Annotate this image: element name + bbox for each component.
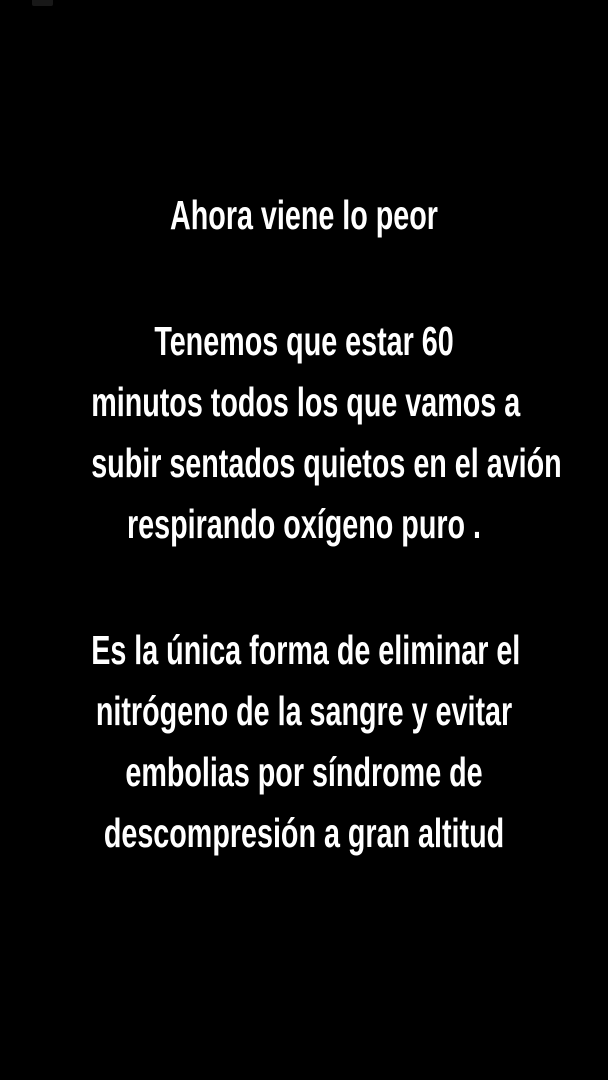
- story-paragraph-3: [91, 620, 521, 864]
- story-line: descompresión a gran altitud: [103, 810, 505, 856]
- story-line: Tenemos que estar 60: [154, 318, 454, 364]
- story-line: Es la única forma de eliminar el: [91, 627, 521, 673]
- story-line: minutos todos los que vamos a: [91, 379, 521, 425]
- status-bar-remnant: [32, 0, 53, 6]
- story-line: subir sentados quietos en el avión: [91, 440, 562, 486]
- story-paragraph-2: [91, 311, 562, 555]
- story-paragraph-1: [91, 185, 517, 246]
- story-line: Ahora viene lo peor: [170, 192, 438, 238]
- story-text-block: [91, 185, 562, 864]
- story-line: embolias por síndrome de: [125, 749, 483, 795]
- story-line: respirando oxígeno puro .: [126, 501, 482, 547]
- story-line: nitrógeno de la sangre y evitar: [95, 688, 513, 734]
